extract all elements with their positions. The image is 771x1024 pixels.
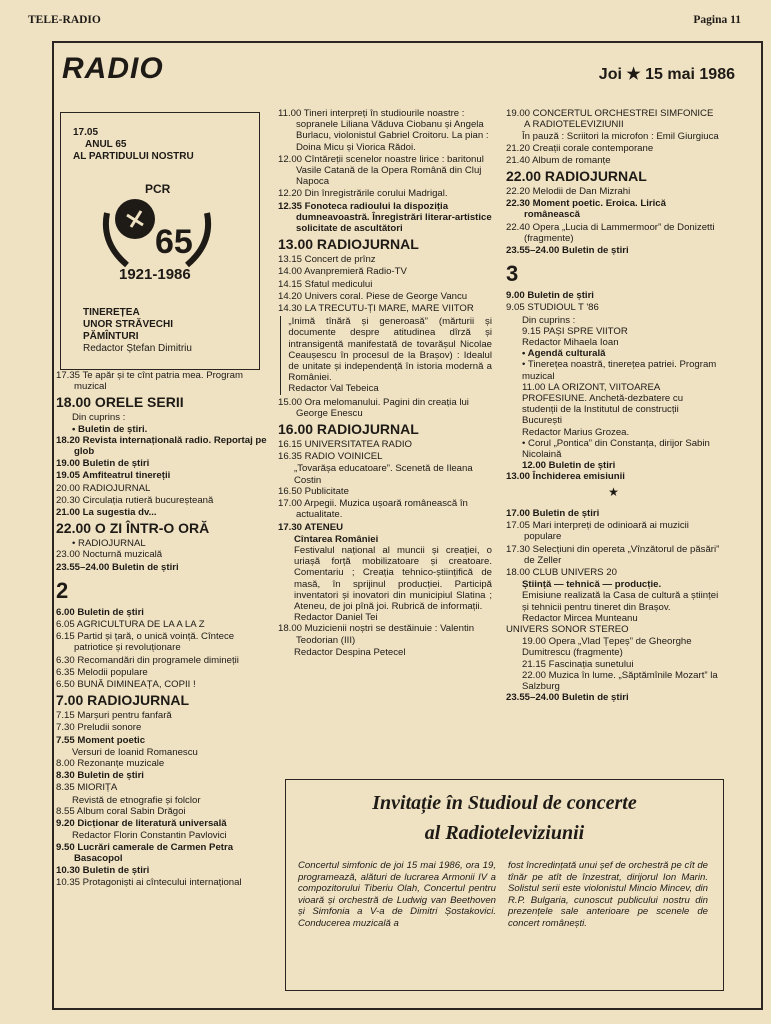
program-item: 6.00 Buletin de știri	[56, 606, 144, 618]
program-item: Cîntarea României	[294, 533, 379, 545]
program-item: 19.00 Buletin de știri	[56, 458, 150, 470]
program-item: 9.20 Dicționar de literatură universală	[56, 818, 227, 830]
program-item: 12.00 Buletin de știri	[522, 460, 616, 472]
program-item: 11.00 LA ORIZONT, VIITOAREA PROFESIUNE. Anchetă-dezbatere cu studenții de la Institutul de construcții București	[522, 381, 684, 427]
box-line-3: AL PARTIDULUI NOSTRU	[73, 151, 194, 162]
program-item: 9.50 Lucrări camerale de Carmen Petra Basacopol	[56, 841, 234, 864]
program-item: Versuri de Ioanid Romanescu	[72, 746, 198, 758]
program-item: 22.20 Melodii de Dan Mizrahi	[506, 186, 631, 198]
program-item: 20.00 RADIOJURNAL	[56, 482, 151, 494]
concert-invitation-box	[285, 779, 724, 991]
day-number: 3	[506, 261, 519, 287]
program-item: 21.00 La sugestia dv...	[56, 507, 157, 519]
program-item: „Inimă tînără și generoasă” (mărturii și documente despre atitudinea dîrză și intransigentă manifestată de tovarășul Nicolae Ceaușescu în procesul de la Brașov) : Idealul de unitate și independență în istoria modernă a României.	[288, 316, 492, 384]
page-header	[24, 10, 741, 28]
program-item: 19.05 Amfiteatrul tinereții	[56, 470, 171, 482]
program-item: 22.30 Moment poetic. Eroica. Lirică românească	[506, 198, 666, 221]
program-item: 23.55–24.00 Buletin de știri	[506, 245, 629, 257]
program-item: 22.40 Opera „Lucia di Lammermoor” de Donizetti (fragmente)	[506, 221, 715, 244]
program-item: Redactor Mircea Munteanu	[522, 612, 638, 624]
program-item: Redactor Florin Constantin Pavlovici	[72, 830, 227, 842]
program-item: 22.00 Muzica în lume. „Săptămînile Mozart” la Salzburg	[522, 669, 718, 692]
program-item: Redactor Despina Petecel	[294, 646, 406, 658]
program-item: 6.50 BUNĂ DIMINEAȚA, COPII !	[56, 679, 196, 691]
program-item: Emisiune realizată la Casa de cultură a științei și tehnicii pentru tineret din Brașov.	[522, 590, 719, 613]
program-item: 14.30 LA TRECUTU-ȚI MARE, MARE VIITOR	[278, 303, 474, 315]
program-item: 14.00 Avanpremieră Radio-TV	[278, 266, 407, 278]
program-item: 6.35 Melodii populare	[56, 666, 148, 678]
program-item: 14.15 Sfatul medicului	[278, 278, 373, 290]
program-item: Festivalul național al muncii și creației, o uriașă forță mobilizatoare și creatoare. Comentariu ; Creația tehnico-științifică de masă, în sprijinul producției. Participă inventatori și inovatori din municipiul Slatina ; Ateneu, de joi pînă joi. Rubrică de informații.	[294, 544, 492, 612]
program-item: „Tovarășa educatoare”. Scenetă de Ileana Costin	[294, 463, 473, 486]
box-line-2: ANUL 65	[85, 139, 127, 150]
program-heading: 16.00 RADIOJURNAL	[278, 421, 419, 438]
program-item: 20.30 Circulația rutieră bucureșteană	[56, 494, 214, 506]
program-item: 15.00 Ora melomanului. Pagini din creația lui George Enescu	[278, 396, 469, 419]
program-heading: 22.00 O ZI ÎNTR-O ORĂ	[56, 520, 210, 537]
program-item: 7.55 Moment poetic	[56, 734, 146, 746]
program-heading: 18.00 ORELE SERII	[56, 394, 184, 411]
invitation-text-1: Concertul simfonic de joi 15 mai 1986, ora 19, programează, alături de lucrarea Armonii IV a compozitorului Tiberiu Olah, Concertul pentru vioară și orchestră de Ludwig van Beethoven și Simfonia a V-a de Dimitri Șostakovici. Conducerea muzicală a	[298, 860, 496, 929]
pcr-emblem-icon	[97, 173, 217, 283]
program-item: 18.00 Muzicienii noștri se destăinuie : Valentin Teodorian (III)	[278, 623, 475, 646]
publication-name: TELE-RADIO	[28, 14, 101, 26]
program-item: 10.35 Protagoniști ai cîntecului internațional	[56, 877, 242, 889]
day-number: 2	[56, 577, 69, 603]
program-item: Știință — tehnică — producție.	[522, 579, 662, 591]
program-item: 16.35 RADIO VOINICEL	[278, 451, 383, 463]
column-2	[278, 108, 492, 658]
program-item: 6.15 Partid și țară, o unică voință. Cîntece patriotice și revoluționare	[56, 631, 235, 654]
program-item: 21.20 Creații corale contemporane	[506, 142, 654, 154]
program-item: 17.05 Mari interpreți de odinioară ai muzicii populare	[506, 520, 689, 543]
invitation-title-2: al Radioteleviziunii	[424, 822, 585, 844]
separator-star-icon: ★	[608, 484, 619, 499]
box-bot-4: Redactor Ștefan Dimitriu	[83, 343, 192, 354]
program-item: 21.40 Album de romanțe	[506, 154, 611, 166]
program-item: 17.35 Te apăr și te cînt patria mea. Program muzical	[56, 370, 243, 393]
program-item: 8.00 Rezonanțe muzicale	[56, 758, 165, 770]
program-item: 11.00 Tineri interpreți în studiourile noastre : sopranele Liliana Văduva Ciobanu și Angela Burlacu, violonistul Gabriel Croitoru. La pian : Doina Micu și Viorica Rădoi.	[278, 108, 489, 153]
program-item: Redactor Marius Grozea.	[522, 426, 630, 438]
program-item: 18.20 Revista internațională radio. Reportaj pe glob	[56, 434, 267, 458]
program-item: • Buletin de știri.	[72, 423, 148, 435]
program-item: • RADIOJURNAL	[72, 538, 146, 550]
program-item: • Corul „Pontica” din Constanța, dirijor Sabin Nicolaină	[522, 437, 710, 461]
program-item: • Agendă culturală	[522, 348, 606, 360]
program-item: 8.30 Buletin de știri	[56, 770, 144, 782]
box-program	[83, 307, 192, 355]
program-item: 12.20 Din înregistrările corului Madrigal.	[278, 188, 448, 200]
column-3	[506, 108, 721, 704]
program-item: 23.00 Nocturnă muzicală	[56, 549, 163, 561]
program-item: UNIVERS SONOR STEREO	[506, 623, 629, 635]
program-item: 7.15 Marșuri pentru fanfară	[56, 710, 172, 722]
program-item: 17.00 Buletin de știri	[506, 507, 600, 519]
program-item: Redactor Val Tebeica	[288, 383, 379, 395]
program-item: Redactor Daniel Tei	[294, 612, 378, 624]
program-item: În pauză : Scriitori la microfon : Emil Giurgiuca	[522, 131, 719, 143]
program-heading: 7.00 RADIOJURNAL	[56, 692, 190, 709]
program-item: 16.15 UNIVERSITATEA RADIO	[278, 439, 412, 451]
program-item: 16.50 Publicitate	[278, 485, 349, 497]
emblem-top: PCR	[145, 182, 171, 196]
emblem-number: 65	[155, 223, 193, 261]
program-item: 17.30 Selecțiuni din opereta „Vînzătorul de păsări” de Zeller	[506, 543, 720, 566]
program-item: 10.30 Buletin de știri	[56, 864, 150, 876]
program-item: 14.20 Univers coral. Piese de George Vancu	[278, 290, 468, 302]
issue-date: Joi ★ 15 mai 1986	[598, 66, 735, 83]
box-bot-1: TINEREȚEA	[83, 307, 140, 318]
box-bot-3: PĂMÎNTURI	[83, 331, 139, 342]
program-item: Din cuprins :	[72, 412, 126, 424]
program-item: 21.15 Fascinația sunetului	[522, 658, 634, 670]
program-item: Redactor Mihaela Ioan	[522, 337, 619, 349]
program-item: 18.00 CLUB UNIVERS 20	[506, 566, 617, 578]
program-item: 13.15 Concert de prînz	[278, 254, 376, 266]
box-bot-2: UNOR STRĂVECHI	[83, 319, 174, 330]
program-item: 12.00 Cîntăreții scenelor noastre lirice : baritonul Vasile Catană de la Opera Română din Cluj Napoca	[278, 153, 484, 188]
emblem-years: 1921-1986	[119, 266, 191, 283]
program-item: Revistă de etnografie și folclor	[72, 794, 201, 806]
invitation-text-2: fost încredințată unui șef de orchestră pe cît de tînăr pe atît de înzestrat, dirijorul Ion Marin. Solistul serii este violonistul Mincio Mincev, din R.P. Bulgaria, cunoscut publicului nostru din prezențele sale anterioare pe scenele de concert românești.	[508, 860, 708, 929]
invitation-title-1: Invitație în Studioul de concerte	[372, 792, 637, 814]
program-item: 8.55 Album coral Sabin Drăgoi	[56, 805, 186, 817]
program-heading: 13.00 RADIOJURNAL	[278, 236, 419, 253]
program-item: 17.30 ATENEU	[278, 521, 344, 533]
program-item: 7.30 Preludii sonore	[56, 722, 142, 734]
program-item: 13.00 Închiderea emisiunii	[506, 471, 625, 483]
program-item: 6.05 AGRICULTURA DE LA A LA Z	[56, 619, 205, 631]
program-item: • Tinerețea noastră, tinerețea patriei. Program muzical	[522, 359, 717, 382]
program-item: Din cuprins :	[522, 314, 576, 326]
anniversary-box	[60, 112, 260, 370]
program-item: 9.00 Buletin de știri	[506, 290, 594, 302]
program-item: 6.30 Recomandări din programele dimineții	[56, 654, 239, 666]
program-item: 9.15 PAȘI SPRE VIITOR	[522, 325, 628, 337]
program-item: 19.00 CONCERTUL ORCHESTREI SIMFONICE A RADIOTELEVIZIUNII	[506, 108, 714, 131]
box-line-1: 17.05	[73, 127, 99, 138]
program-item: 23.55–24.00 Buletin de știri	[56, 561, 179, 573]
column-1	[56, 370, 274, 889]
program-item: 19.00 Opera „Vlad Țepeș” de Gheorghe Dumitrescu (fragmente)	[522, 636, 692, 659]
program-item: 17.00 Arpegii. Muzica ușoară românească în actualitate.	[278, 498, 468, 521]
section-title: RADIO	[62, 52, 164, 85]
program-item: 12.35 Fonoteca radioului la dispoziția dumneavoastră. Înregistrări literar-artistice solicitate de ascultători	[278, 200, 492, 235]
box-heading	[73, 127, 194, 163]
program-item: 9.05 STUDIOUL T '86	[506, 302, 599, 314]
program-item: 8.35 MIORIȚA	[56, 782, 118, 794]
documentary-text	[280, 316, 492, 394]
program-heading: 22.00 RADIOJURNAL	[506, 168, 647, 185]
page-number: Pagina 11	[693, 14, 741, 26]
documentary-block	[280, 316, 492, 394]
program-item: 23.55–24.00 Buletin de știri	[506, 692, 629, 704]
